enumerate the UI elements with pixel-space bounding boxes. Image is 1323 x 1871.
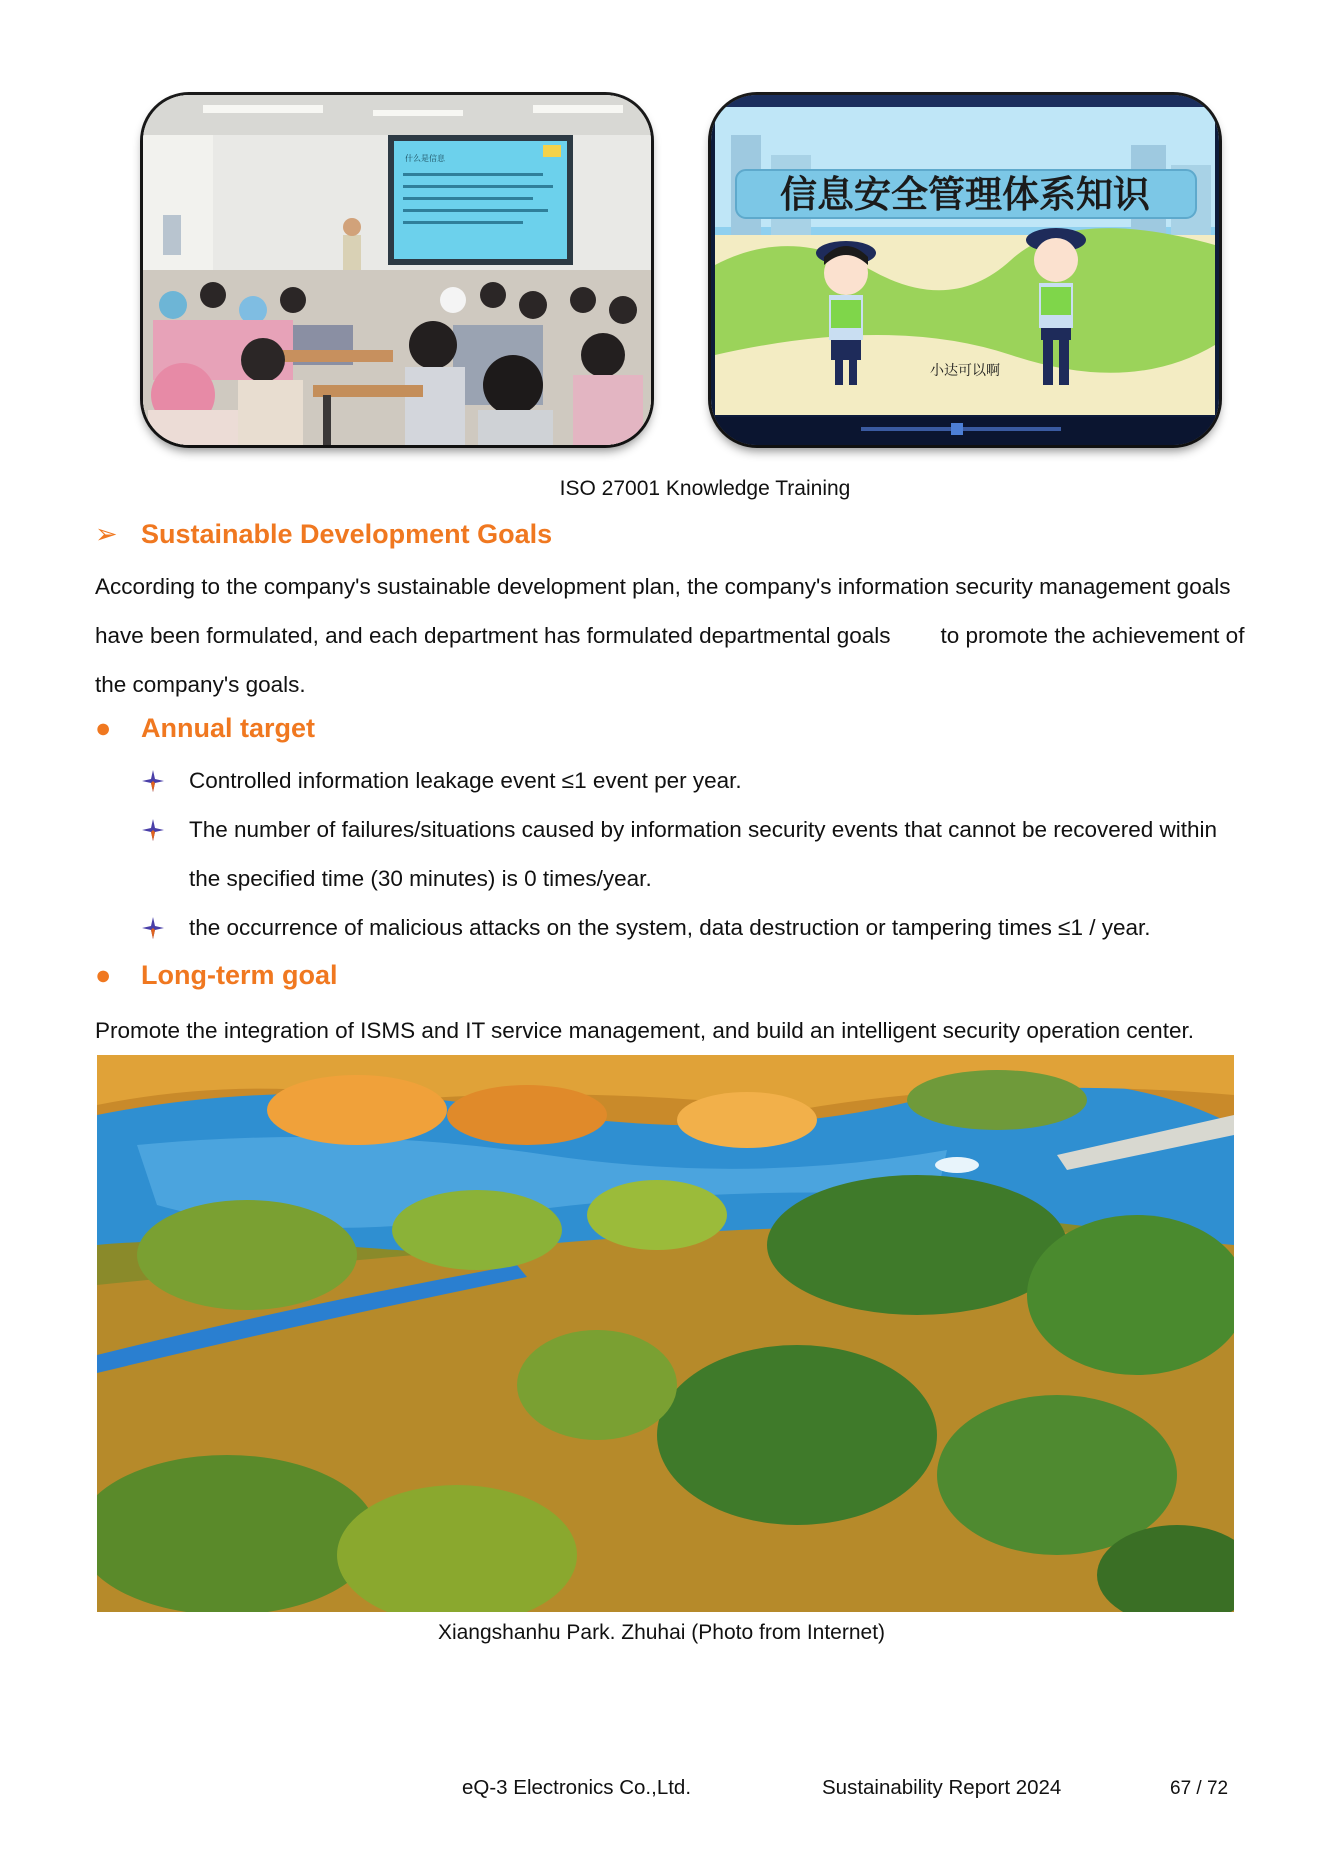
- four-point-star-bullet-icon: [142, 805, 189, 903]
- annual-target-item-text: Controlled information leakage event ≤1 event per year.: [189, 768, 742, 793]
- long-term-goal-heading: [95, 960, 338, 991]
- sdg-paragraph-part2: to promote the achievement of the company's goals.: [95, 623, 1245, 697]
- annual-target-item: [142, 903, 1242, 952]
- footer-company: eQ-3 Electronics Co.,Ltd.: [462, 1776, 692, 1799]
- animation-subtitle-text: 小达可以啊: [930, 363, 1000, 379]
- annual-target-item: [142, 756, 1242, 805]
- animation-title-text: 信息安全管理体系知识: [780, 173, 1150, 216]
- footer-report-title: Sustainability Report 2024: [822, 1776, 1062, 1799]
- footer-page-number: 67 / 72: [1170, 1778, 1229, 1799]
- long-term-goal-paragraph: Promote the integration of ISMS and IT service management, and build an intelligent security operation center.: [95, 1018, 1194, 1043]
- four-point-star-bullet-icon: [142, 903, 189, 952]
- annual-target-item-text: The number of failures/situations caused by information security events that cannot be recovered within the specified time (30 minutes) is 0 times/year.: [189, 817, 1218, 891]
- sdg-heading: [95, 519, 552, 550]
- long-term-goal-heading-text: Long-term goal: [141, 960, 338, 990]
- xiangshanhu-park-photo: [97, 1055, 1234, 1612]
- park-photo-illustration: [97, 1055, 1234, 1612]
- dot-marker-icon: ●: [95, 713, 112, 743]
- annual-target-item-text: the occurrence of malicious attacks on the system, data destruction or tampering times ≤1 / year.: [189, 915, 1151, 940]
- dot-marker-icon: ●: [95, 960, 112, 990]
- arrow-marker-icon: ➢: [95, 519, 118, 549]
- sdg-heading-text: Sustainable Development Goals: [141, 519, 553, 549]
- classroom-photo-illustration: [143, 95, 651, 445]
- isms-animation-still: [711, 95, 1219, 445]
- training-caption: ISO 27001 Knowledge Training: [559, 477, 851, 500]
- park-caption: Xiangshanhu Park. Zhuhai (Photo from Internet): [437, 1621, 886, 1644]
- annual-target-heading: [95, 713, 315, 744]
- animation-illustration: [711, 95, 1219, 445]
- sdg-paragraph-part1: According to the company's sustainable development plan, the company's information security management goals have been formulated, and each department has formulated departmental goals: [95, 574, 1231, 648]
- four-point-star-bullet-icon: [142, 756, 189, 805]
- classroom-screen-text: 什么是信息: [405, 154, 445, 163]
- annual-target-item: [142, 805, 1242, 903]
- sdg-paragraph: [95, 562, 1245, 709]
- annual-target-heading-text: Annual target: [141, 713, 316, 743]
- classroom-training-photo: [143, 95, 651, 445]
